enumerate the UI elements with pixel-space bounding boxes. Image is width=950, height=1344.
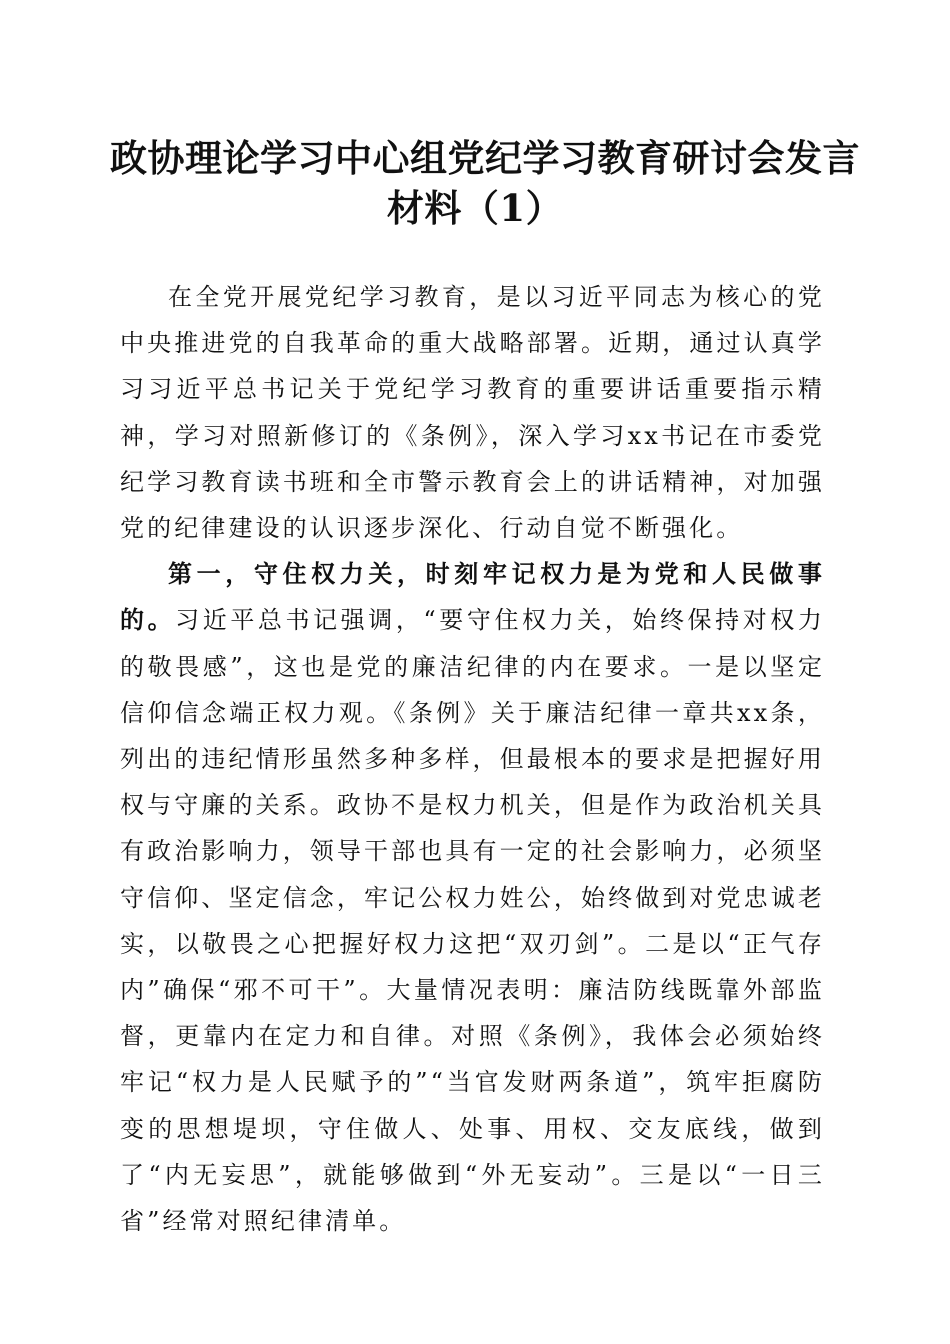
- document-body: [120, 274, 825, 1244]
- title-line-2: 材料（1）: [386, 186, 564, 230]
- paragraph-lead-heading: 第一，守住权力关，时刻牢记权力是为党和人民做事的。: [120, 559, 825, 635]
- paragraph-intro: 在全党开展党纪学习教育，是以习近平同志为核心的党中央推进党的自我革命的重大战略部署。近期，通过认真学习习近平总书记关于党纪学习教育的重要讲话重要指示精神，学习对照新修订的《条例》，深入学习xx书记在市委党纪学习教育读书班和全市警示教育会上的讲话精神，对加强党的纪律建设的认识逐步深化、行动自觉不断强化。: [120, 283, 825, 543]
- document-title: [110, 133, 860, 233]
- title-line-1: 政协理论学习中心组党纪学习教育研讨会发言: [110, 136, 860, 180]
- paragraph-first-point-body: 习近平总书记强调，“要守住权力关，始终保持对权力的敬畏感”，这也是党的廉洁纪律的内在要求。一是以坚定信仰信念端正权力观。《条例》关于廉洁纪律一章共xx条，列出的违纪情形虽然多种多样，但最根本的要求是把握好用权与守廉的关系。政协不是权力机关，但是作为政治机关具有政治影响力，领导干部也具有一定的社会影响力，必须坚守信仰、坚定信念，牢记公权力姓公，始终做到对党忠诚老实，以敬畏之心把握好权力这把“双刃剑”。二是以“正气存内”确保“邪不可干”。大量情况表明：廉洁防线既靠外部监督，更靠内在定力和自律。对照《条例》，我体会必须始终牢记“权力是人民赋予的”“当官发财两条道”，筑牢拒腐防变的思想堤坝，守住做人、处事、用权、交友底线，做到了“内无妄思”，就能够做到“外无妄动”。三是以“一日三省”经常对照纪律清单。: [120, 606, 825, 1236]
- paragraph-first-point: [120, 551, 825, 1244]
